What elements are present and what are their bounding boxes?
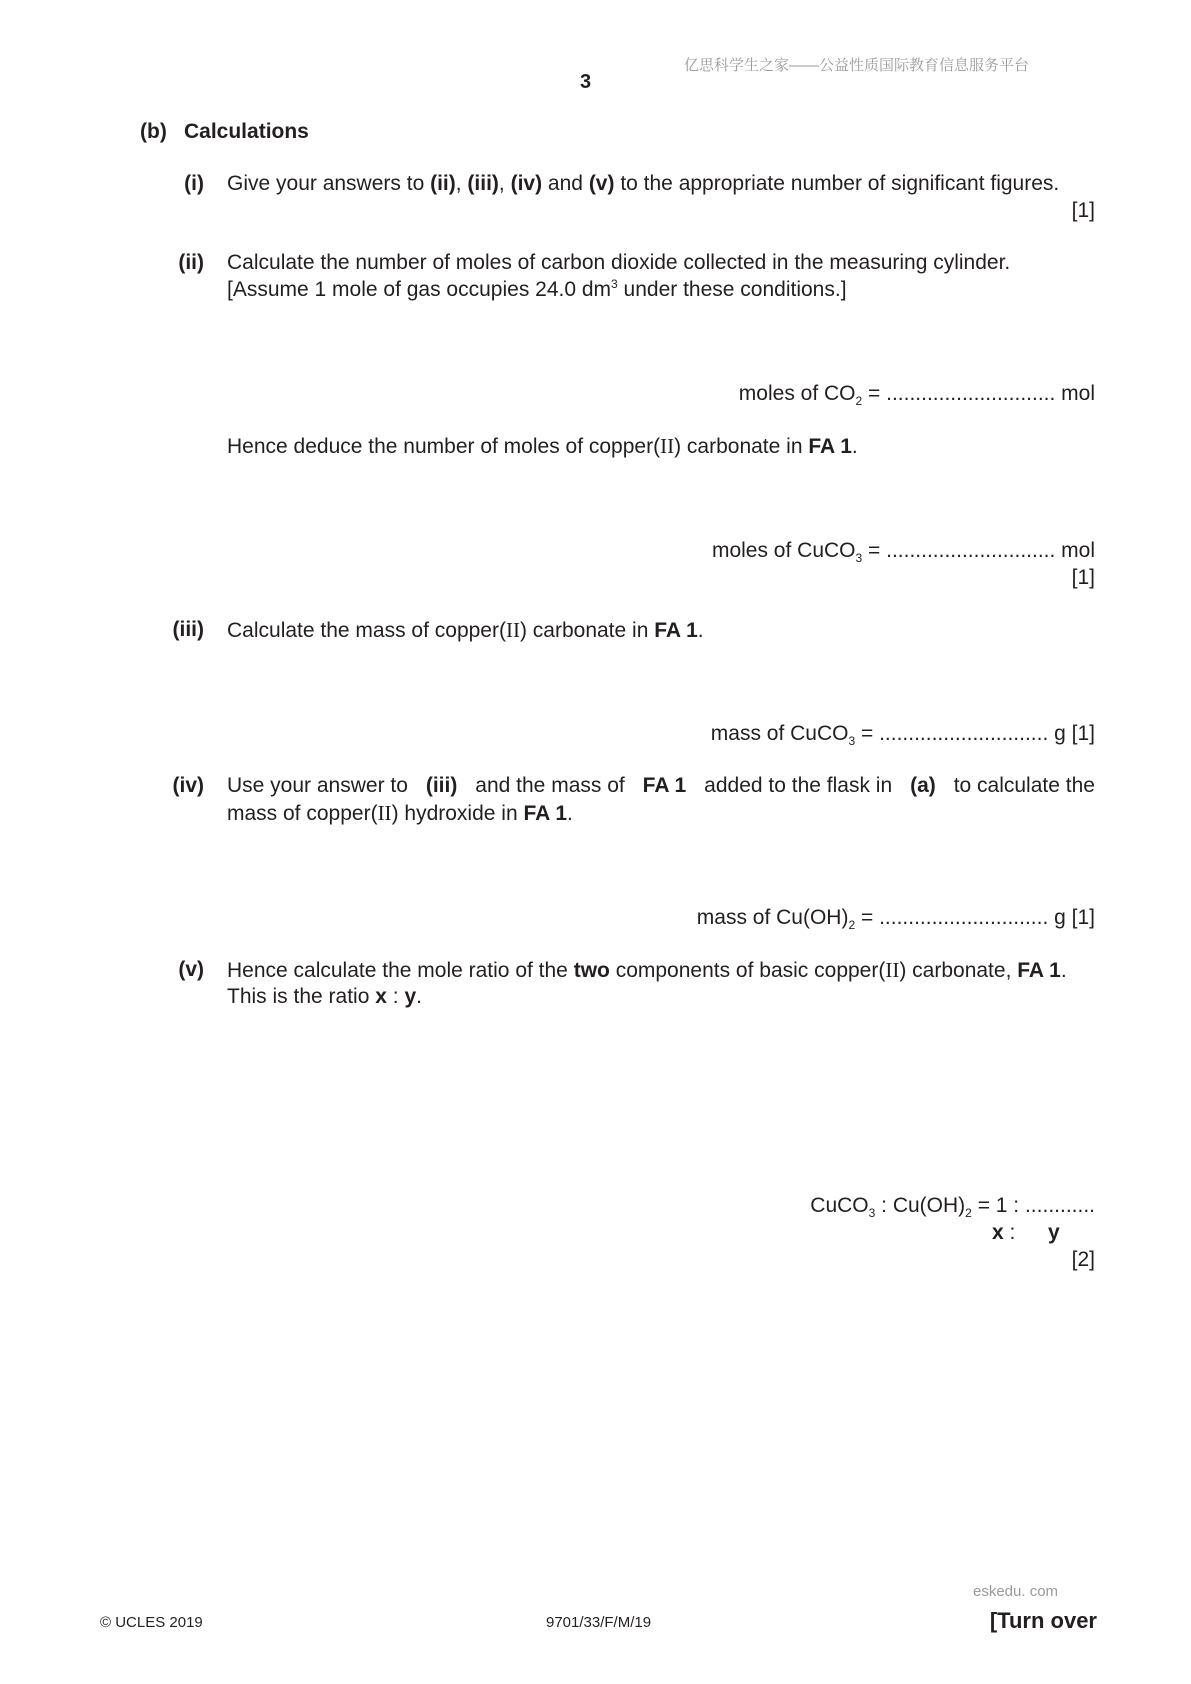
question-i-marks: [1] [1071, 199, 1095, 222]
question-ii-line1: Calculate the number of moles of carbon dioxide collected in the measuring cylinder. [227, 251, 1011, 274]
question-iv-line1: Use your answer to (iii) and the mass of FA 1 added to the flask in (a) to calculate the [227, 774, 1095, 797]
ratio-y-label: y [1048, 1221, 1060, 1244]
question-iv-label: (iv) [172, 774, 204, 797]
question-iv-line2: mass of copper(II) hydroxide in FA 1. [227, 801, 573, 825]
question-ii-marks: [1] [1071, 566, 1095, 589]
answer-mole-ratio: CuCO$_3$ : $Cu(OH)_2 = 1$ : ............ [810, 1194, 1095, 1220]
section-label: (b) [140, 120, 167, 143]
question-ii-label: (ii) [178, 251, 204, 274]
ratio-x-label: x : [992, 1221, 1016, 1244]
question-ii-deduce: Hence deduce the number of moles of copper(II) carbonate in FA 1. [227, 434, 858, 458]
question-i-text: Give your answers to (ii), (iii), (iv) and (v) to the appropriate number of significant figures. [227, 172, 1060, 195]
header-watermark: 亿思科学生之家——公益性质国际教育信息服务平台 [684, 57, 1030, 74]
question-v-line2: This is the ratio x : y. [227, 985, 422, 1008]
question-v-label: (v) [178, 958, 204, 981]
answer-moles-co2: moles of $CO_2$ = ............................. mol [738, 382, 1095, 408]
copyright: © UCLES 2019 [100, 1614, 203, 1631]
question-v-marks: [2] [1071, 1248, 1095, 1271]
section-title: Calculations [184, 120, 309, 143]
page-number: 3 [580, 71, 592, 93]
question-i-label: (i) [184, 172, 204, 195]
question-iii-text: Calculate the mass of copper(II) carbonate in FA 1. [227, 618, 704, 642]
question-iii-label: (iii) [172, 618, 204, 641]
answer-mass-cuoh2: mass of $Cu(OH)_2$ = ............................. g [1] [696, 906, 1095, 932]
footer-watermark: eskedu. com [973, 1583, 1059, 1600]
paper-code: 9701/33/F/M/19 [546, 1614, 652, 1631]
answer-moles-cuco3: moles of CuCO$_3$ = ............................. mol [711, 539, 1095, 565]
answer-mass-cuco3: mass of CuCO$_3$ = ............................. g [1] [710, 722, 1095, 748]
question-ii-line2: [Assume 1 mole of gas occupies 24.0 $dm^3$ under these conditions.] [227, 277, 847, 301]
turn-over: [Turn over [989, 1608, 1097, 1633]
question-v-line1: Hence calculate the mole ratio of the two components of basic copper(II) carbonate, FA 1. [227, 958, 1067, 982]
